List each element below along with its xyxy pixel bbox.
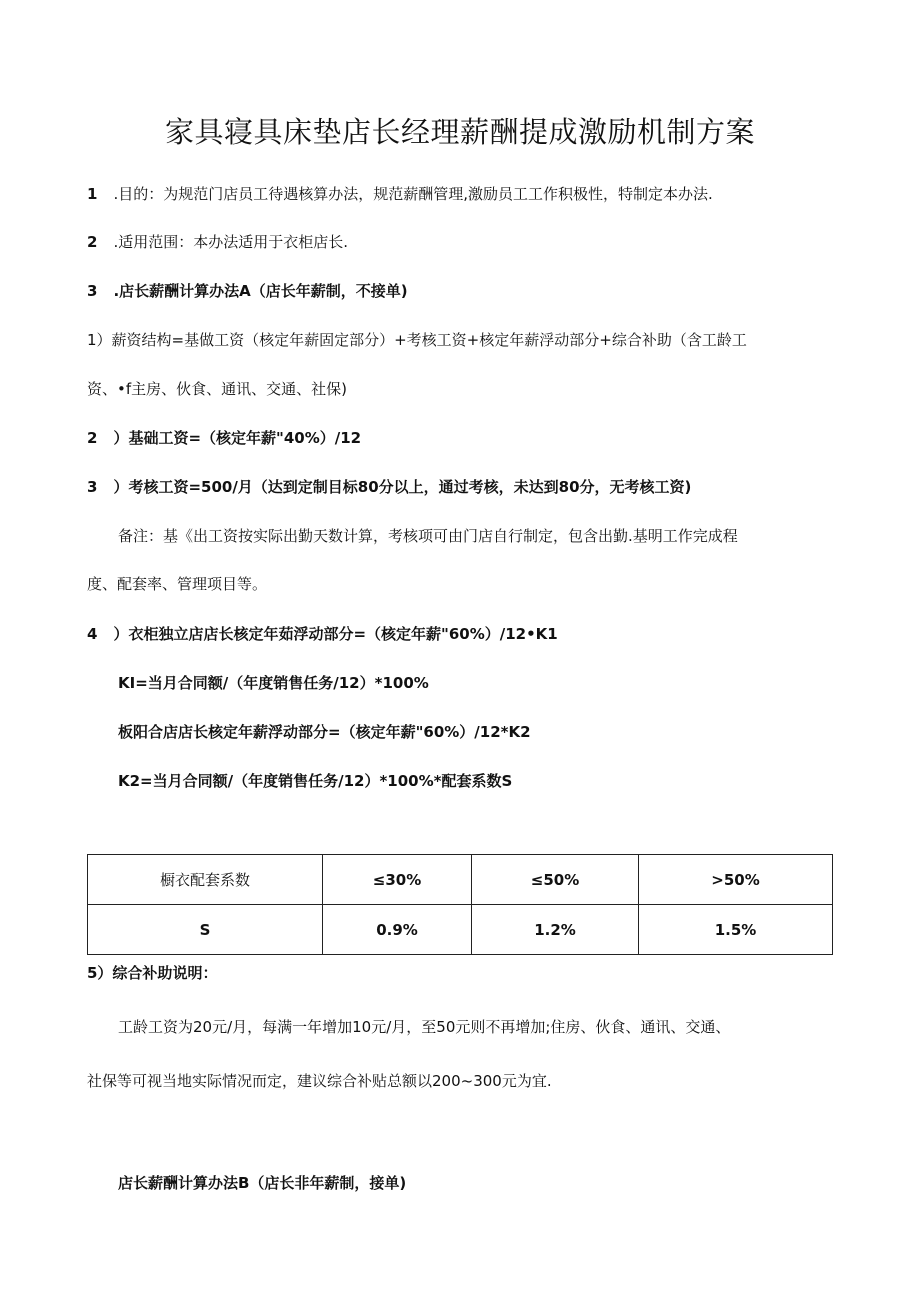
k2-formula: K2=当月合同额/（年度销售任务/12）*100%*配套系数S — [118, 772, 513, 790]
method-b-heading: 店长薪酬计算办法B（店长非年薪制，接单) — [118, 1174, 407, 1192]
coefficient-table — [87, 854, 833, 955]
table-cell: 0.9% — [323, 905, 472, 955]
assessment-salary-text: ）考核工资=500/月（达到定制目标80分以上，通过考核，未达到80分，无考核工资) — [113, 478, 692, 496]
base-salary — [87, 427, 361, 449]
table-cell: 1.2% — [472, 905, 639, 955]
table-cell: S — [88, 905, 323, 955]
table-header-row — [88, 855, 833, 905]
subsidy-heading: 5）综合补助说明： — [87, 964, 218, 982]
assessment-salary-number: 3 — [87, 478, 98, 496]
floating-part-number: 4 — [87, 625, 98, 643]
note-line-2: 度、配套率、管理项目等。 — [87, 575, 268, 593]
assessment-salary — [87, 476, 691, 498]
table-header-cell: >50% — [639, 855, 833, 905]
floating-part-wardrobe — [87, 623, 558, 645]
salary-structure-cont: 资、•f主房、伙食、通讯、交通、社保) — [87, 380, 347, 398]
salary-structure: 1）薪资结构=基做工资（核定年薪固定部分）+考核工资+核定年薪浮动部分+综合补助（含工龄工 — [87, 331, 747, 349]
note-line-1: 备注：基《出工资按实际出勤天数计算，考核项可由门店自行制定，包含出勤.基明工作完成程 — [118, 527, 738, 545]
table-header-cell: ≤50% — [472, 855, 639, 905]
section-2 — [87, 231, 348, 253]
section-3-text: .店长薪酬计算办法A（店长年薪制，不接单) — [113, 282, 408, 300]
section-1-text: .目的：为规范门店员工待遇核算办法，规范薪酬管理,激励员工工作积极性，特制定本办法. — [113, 185, 713, 203]
subsidy-line-1: 工龄工资为20元/月，每满一年增加10元/月，至50元则不再增加;住房、伙食、通讯、交通、 — [118, 1018, 731, 1036]
floating-part-text: ）衣柜独立店店长核定年茹浮动部分=（核定年薪"60%）/12•K1 — [113, 625, 558, 643]
k1-formula: KI=当月合同额/（年度销售任务/12）*100% — [118, 674, 429, 692]
section-1 — [87, 183, 713, 205]
section-3 — [87, 280, 408, 302]
section-1-number: 1 — [87, 185, 98, 203]
board-store-formula: 板阳合店店长核定年薪浮动部分=（核定年薪"60%）/12*K2 — [118, 723, 531, 741]
section-2-number: 2 — [87, 233, 98, 251]
section-2-text: .适用范围：本办法适用于衣柜店长. — [113, 233, 348, 251]
base-salary-text: ）基础工资=（核定年薪"40%）/12 — [113, 429, 362, 447]
base-salary-number: 2 — [87, 429, 98, 447]
table-header-cell: ≤30% — [323, 855, 472, 905]
section-3-number: 3 — [87, 282, 98, 300]
table-header-cell: 橱衣配套系数 — [88, 855, 323, 905]
table-cell: 1.5% — [639, 905, 833, 955]
table-row — [88, 905, 833, 955]
document-title: 家具寝具床垫店长经理薪酬提成激励机制方案 — [164, 115, 755, 149]
subsidy-line-2: 社保等可视当地实际情况而定，建议综合补贴总额以200~300元为宜. — [87, 1072, 552, 1090]
